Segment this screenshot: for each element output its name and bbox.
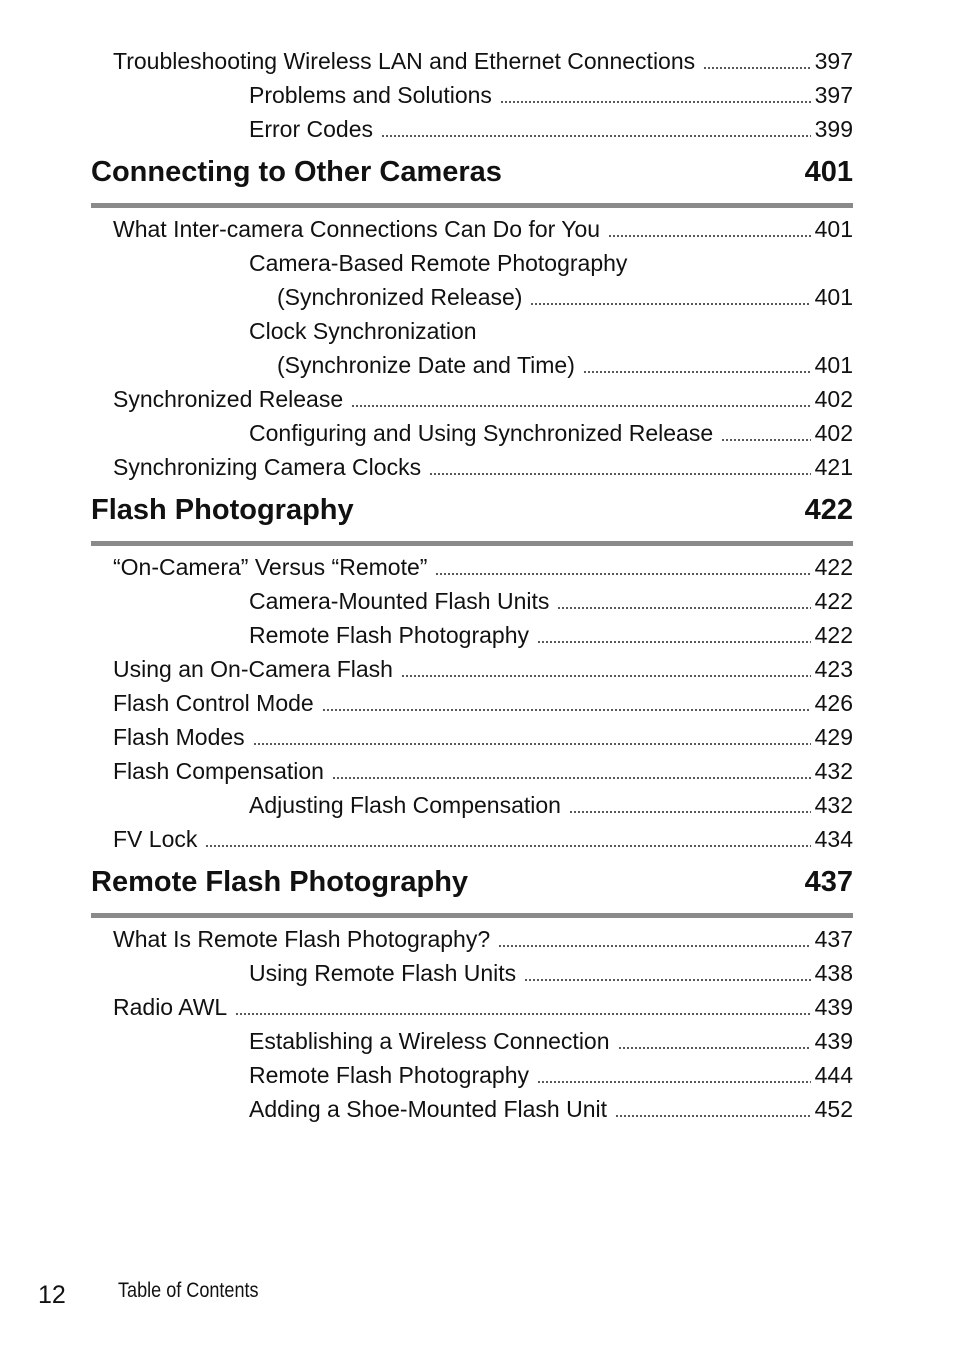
- toc-entry[interactable]: [91, 416, 853, 450]
- toc-entry[interactable]: [91, 1024, 853, 1058]
- toc-entry[interactable]: [91, 280, 853, 314]
- toc-entry-group: [91, 212, 853, 484]
- dot-leader: [351, 405, 810, 407]
- toc-entry-page: 432: [814, 791, 853, 818]
- toc-entry-page: 426: [814, 689, 853, 716]
- section-title: Connecting to Other Cameras: [91, 156, 502, 188]
- dot-leader: [537, 641, 811, 643]
- section-heading[interactable]: [91, 484, 853, 544]
- dot-leader: [332, 777, 811, 779]
- dot-leader: [537, 1081, 811, 1083]
- section-page-number: 437: [804, 866, 853, 898]
- dot-leader: [500, 101, 811, 103]
- toc-entry[interactable]: [91, 450, 853, 484]
- toc-entry[interactable]: [91, 956, 853, 990]
- dot-leader: [429, 473, 811, 475]
- dot-leader: [235, 1013, 810, 1015]
- toc-entry[interactable]: [91, 212, 853, 246]
- toc-entry-page: 437: [814, 925, 853, 952]
- toc-entry-page: 444: [814, 1061, 853, 1088]
- toc-entry-page: 397: [814, 47, 853, 74]
- dot-leader: [401, 675, 811, 677]
- toc-entry-label: Problems and Solutions: [249, 81, 492, 108]
- toc-entry-label: Synchronizing Camera Clocks: [113, 453, 422, 480]
- toc-entry-page: 422: [814, 621, 853, 648]
- toc-entry[interactable]: [91, 686, 853, 720]
- toc-entry-page: 402: [814, 419, 853, 446]
- toc-entry-label: FV Lock: [113, 825, 198, 852]
- toc-entry[interactable]: [91, 584, 853, 618]
- dot-leader: [381, 135, 811, 137]
- toc-entry-label: Establishing a Wireless Connection: [249, 1027, 610, 1054]
- toc-entry[interactable]: [91, 1092, 853, 1126]
- section-rule: [91, 913, 853, 918]
- toc-entry-label: Using an On-Camera Flash: [113, 655, 393, 682]
- dot-leader: [205, 845, 810, 847]
- toc-entry[interactable]: [91, 314, 853, 348]
- table-of-contents: [91, 44, 853, 1126]
- toc-entry-page: 438: [814, 959, 853, 986]
- toc-entry-label: “On-Camera” Versus “Remote”: [113, 553, 428, 580]
- toc-entry[interactable]: [91, 348, 853, 382]
- toc-entry-page: 452: [814, 1095, 853, 1122]
- toc-entry-page: 434: [814, 825, 853, 852]
- toc-entry[interactable]: [91, 788, 853, 822]
- page-number: 12: [38, 1281, 66, 1309]
- toc-entry-page: 439: [814, 993, 853, 1020]
- toc-entry-label: Adjusting Flash Compensation: [249, 791, 561, 818]
- toc-entry-label: Error Codes: [249, 115, 373, 142]
- toc-entry-label: Remote Flash Photography: [249, 1061, 529, 1088]
- toc-entry-group: [91, 44, 853, 146]
- dot-leader: [608, 235, 811, 237]
- toc-entry[interactable]: [91, 246, 853, 280]
- toc-entry[interactable]: [91, 382, 853, 416]
- toc-entry-page: 397: [814, 81, 853, 108]
- dot-leader: [435, 573, 810, 575]
- dot-leader: [615, 1115, 811, 1117]
- dot-leader: [524, 979, 810, 981]
- toc-entry-label: Flash Control Mode: [113, 689, 314, 716]
- toc-entry-label: Flash Compensation: [113, 757, 324, 784]
- section-page-number: 401: [804, 156, 853, 188]
- section-page-number: 422: [804, 494, 853, 526]
- section-title: Flash Photography: [91, 494, 354, 526]
- toc-entry[interactable]: [91, 720, 853, 754]
- running-title: Table of Contents: [118, 1279, 259, 1302]
- toc-entry-label: Clock Synchronization: [249, 317, 477, 344]
- dot-leader: [322, 709, 811, 711]
- toc-entry[interactable]: [91, 990, 853, 1024]
- dot-leader: [557, 607, 810, 609]
- toc-entry-page: 439: [814, 1027, 853, 1054]
- toc-entry-label: Radio AWL: [113, 993, 228, 1020]
- toc-entry-page: 401: [814, 215, 853, 242]
- toc-entry-label: Troubleshooting Wireless LAN and Ethernet Connections: [113, 47, 696, 74]
- toc-entry-label: Adding a Shoe-Mounted Flash Unit: [249, 1095, 607, 1122]
- toc-entry-page: 422: [814, 553, 853, 580]
- dot-leader: [498, 945, 810, 947]
- toc-entry[interactable]: [91, 754, 853, 788]
- dot-leader: [618, 1047, 811, 1049]
- section-rule: [91, 203, 853, 208]
- toc-entry[interactable]: [91, 1058, 853, 1092]
- toc-entry[interactable]: [91, 618, 853, 652]
- dot-leader: [703, 67, 810, 69]
- section-heading[interactable]: [91, 146, 853, 206]
- toc-entry-page: 401: [814, 351, 853, 378]
- dot-leader: [569, 811, 811, 813]
- toc-entry-label: What Inter-camera Connections Can Do for You: [113, 215, 601, 242]
- toc-entry[interactable]: [91, 550, 853, 584]
- toc-entry[interactable]: [91, 652, 853, 686]
- dot-leader: [583, 371, 811, 373]
- toc-entry-page: 401: [814, 283, 853, 310]
- toc-entry-label: Using Remote Flash Units: [249, 959, 517, 986]
- toc-entry-page: 423: [814, 655, 853, 682]
- toc-entry-page: 432: [814, 757, 853, 784]
- toc-entry-page: 429: [814, 723, 853, 750]
- toc-entry-label: Synchronized Release: [113, 385, 344, 412]
- toc-entry-label: Camera-Based Remote Photography: [249, 249, 628, 276]
- toc-entry-label: Remote Flash Photography: [249, 621, 529, 648]
- toc-entry-group: [91, 550, 853, 856]
- toc-entry[interactable]: [91, 44, 853, 78]
- toc-entry-label: What Is Remote Flash Photography?: [113, 925, 491, 952]
- section-title: Remote Flash Photography: [91, 866, 469, 898]
- toc-entry-label: Camera-Mounted Flash Units: [249, 587, 550, 614]
- toc-entry-page: 422: [814, 587, 853, 614]
- toc-entry-label: Configuring and Using Synchronized Release: [249, 419, 714, 446]
- toc-entry-page: 402: [814, 385, 853, 412]
- dot-leader: [530, 303, 810, 305]
- section-heading[interactable]: [91, 856, 853, 916]
- dot-leader: [721, 439, 811, 441]
- toc-entry[interactable]: [91, 822, 853, 856]
- toc-entry-page: 399: [814, 115, 853, 142]
- toc-entry-label: Flash Modes: [113, 723, 245, 750]
- toc-entry[interactable]: [91, 78, 853, 112]
- toc-entry-label: (Synchronize Date and Time): [277, 351, 575, 378]
- toc-entry-group: [91, 922, 853, 1126]
- toc-entry-label: (Synchronized Release): [277, 283, 523, 310]
- toc-entry[interactable]: [91, 112, 853, 146]
- section-rule: [91, 541, 853, 546]
- toc-entry[interactable]: [91, 922, 853, 956]
- dot-leader: [253, 743, 811, 745]
- toc-entry-page: 421: [814, 453, 853, 480]
